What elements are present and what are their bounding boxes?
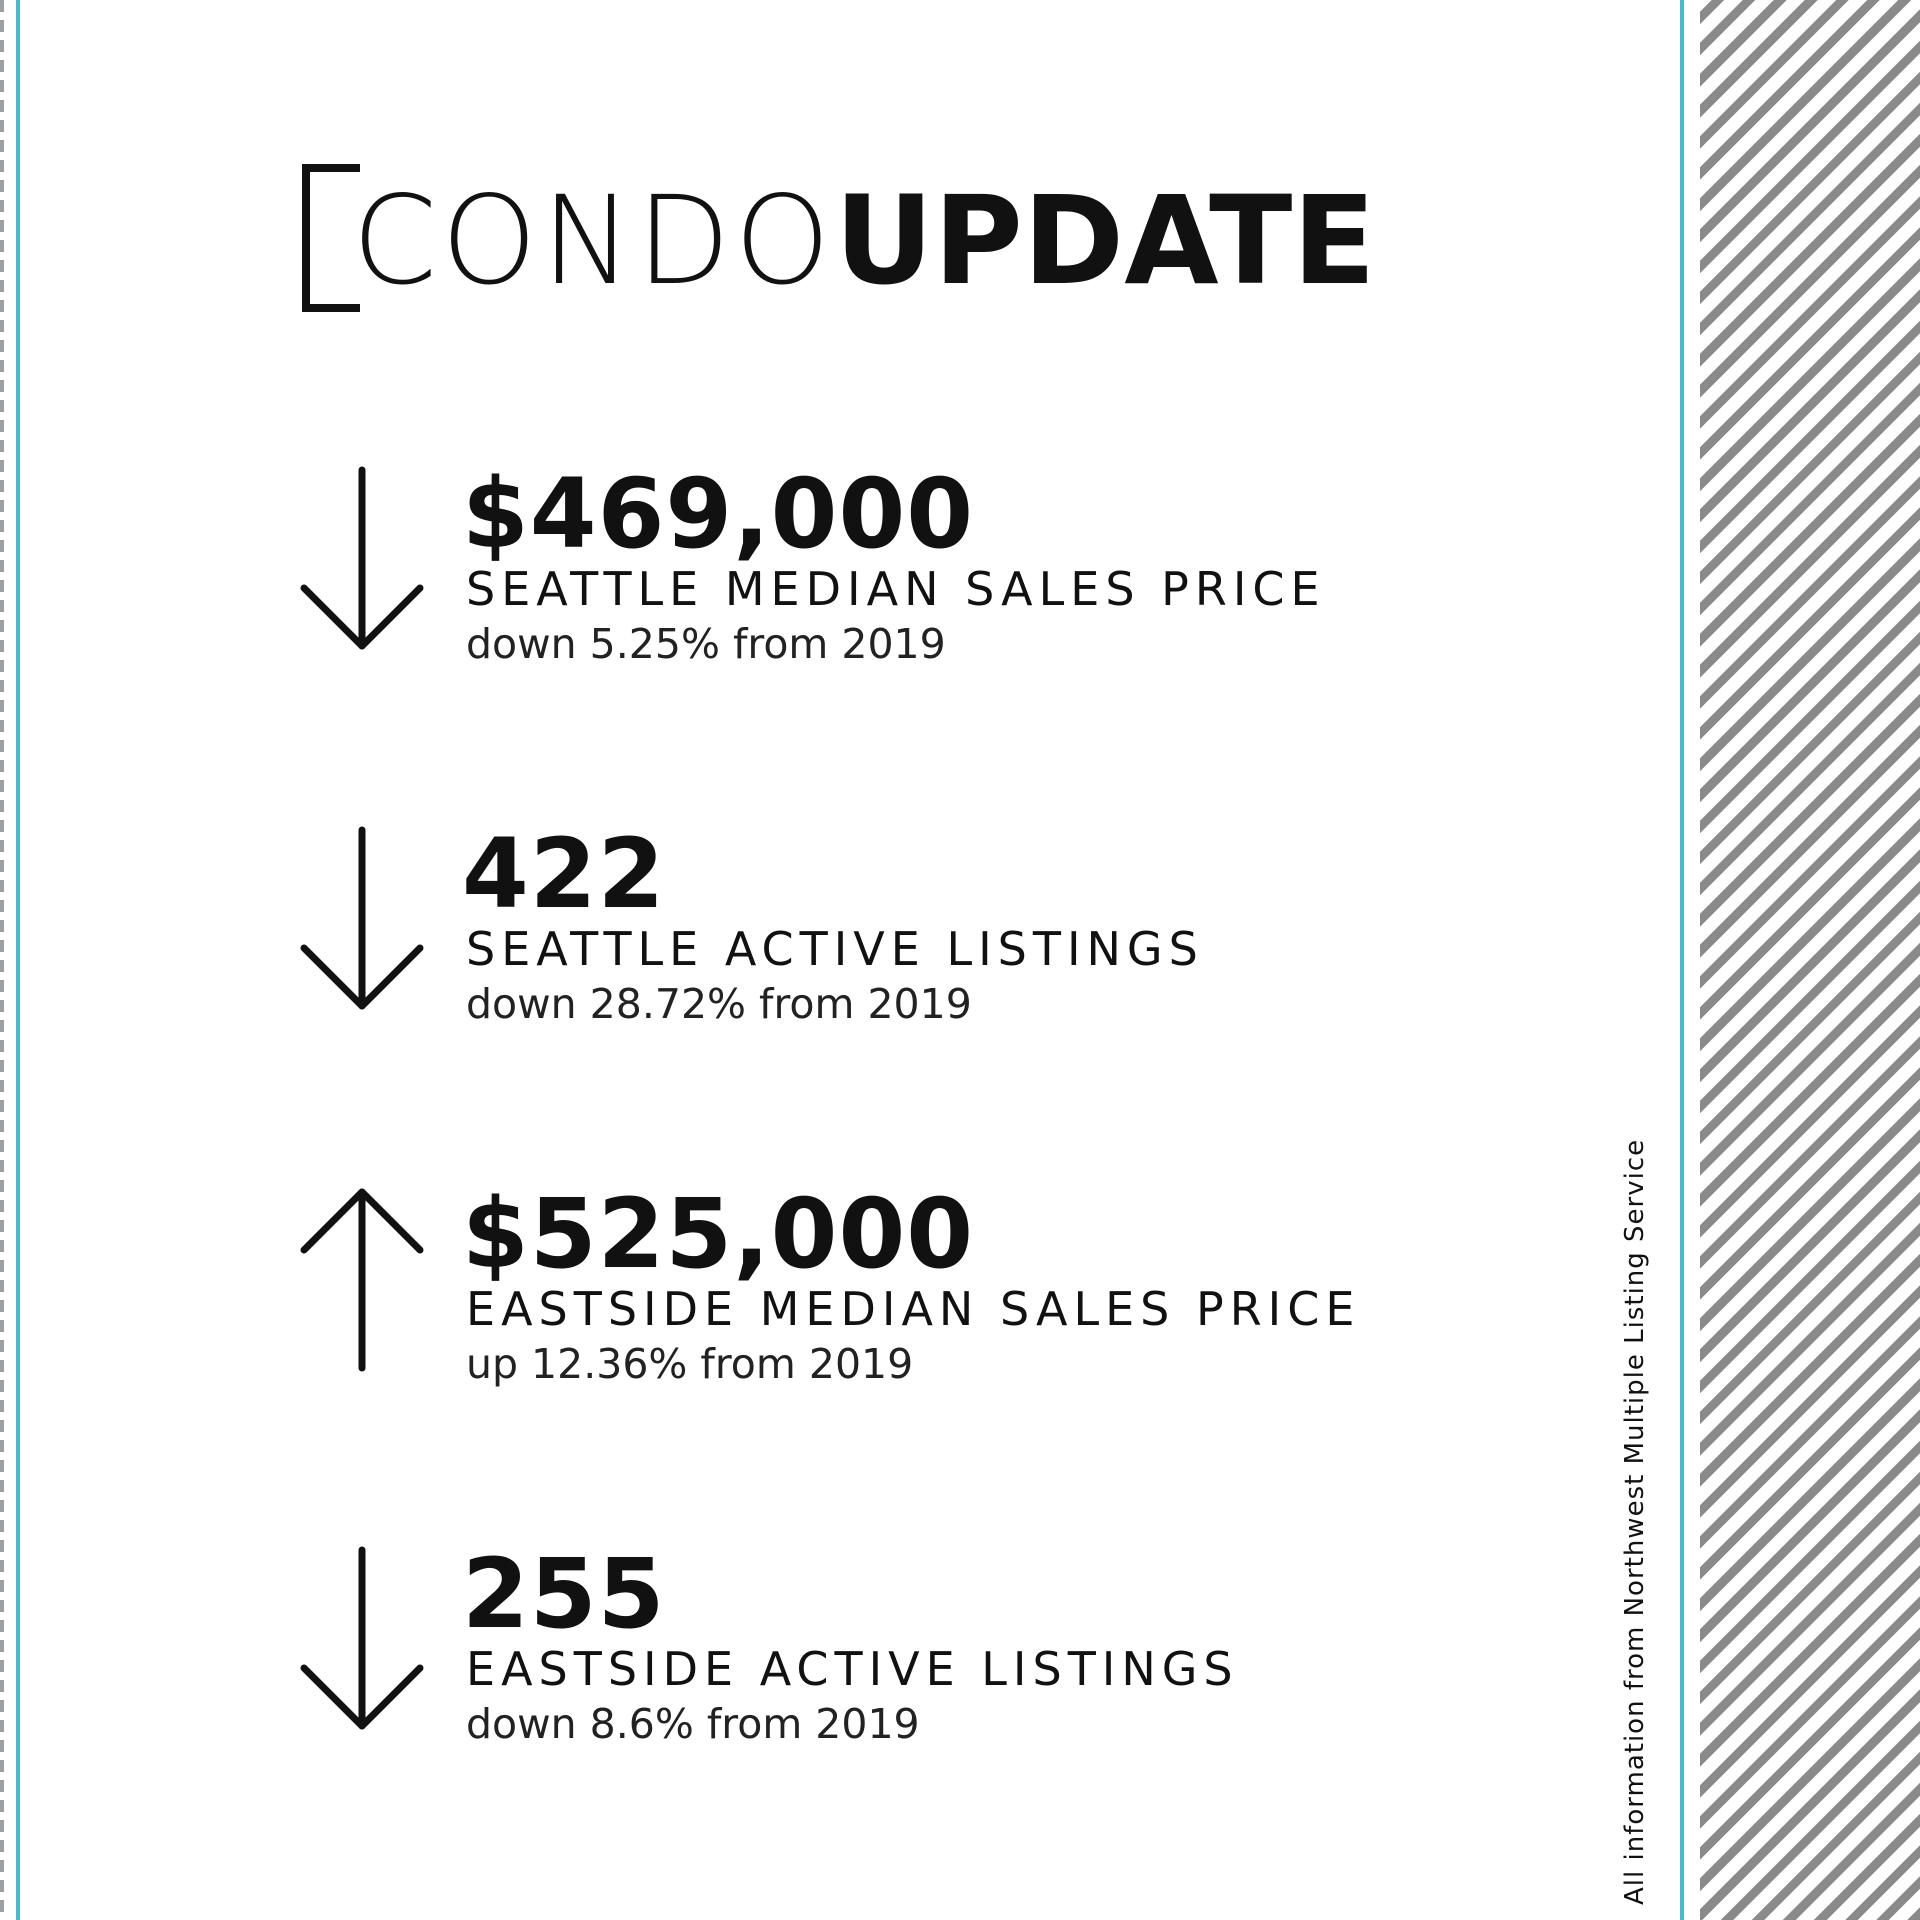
- source-note: All information from Northwest Multiple Listing Service: [1620, 1138, 1650, 1905]
- stat-value: 255: [462, 1538, 666, 1650]
- arrow-up-icon: [300, 1186, 428, 1372]
- stat-value: $525,000: [462, 1178, 975, 1290]
- arrow-down-icon: [300, 1546, 428, 1732]
- stat-seattle-active-listings: [300, 818, 1400, 1046]
- logo-title: [352, 170, 1376, 312]
- stat-change: down 8.6% from 2019: [466, 1700, 920, 1748]
- left-dashed-border: [0, 0, 4, 1920]
- logo-title-light: CONDO: [352, 170, 835, 312]
- stat-eastside-active-listings: [300, 1538, 1400, 1766]
- arrow-down-icon: [300, 826, 428, 1012]
- stat-label: EASTSIDE MEDIAN SALES PRICE: [466, 1282, 1361, 1336]
- stat-seattle-median-price: [300, 458, 1400, 686]
- stat-label: SEATTLE ACTIVE LISTINGS: [466, 922, 1204, 976]
- right-accent-rule: [1680, 0, 1684, 1920]
- stat-label: SEATTLE MEDIAN SALES PRICE: [466, 562, 1326, 616]
- stat-change: up 12.36% from 2019: [466, 1340, 914, 1388]
- stat-value: $469,000: [462, 458, 975, 570]
- stat-value: 422: [462, 818, 666, 930]
- stat-label: EASTSIDE ACTIVE LISTINGS: [466, 1642, 1239, 1696]
- stat-change: down 28.72% from 2019: [466, 980, 972, 1028]
- arrow-down-icon: [300, 466, 428, 652]
- stat-eastside-median-price: [300, 1178, 1400, 1406]
- stat-change: down 5.25% from 2019: [466, 620, 946, 668]
- striped-side-panel: [1700, 0, 1920, 1920]
- logo-title-bold: UPDATE: [834, 170, 1376, 312]
- left-accent-rule: [16, 0, 20, 1920]
